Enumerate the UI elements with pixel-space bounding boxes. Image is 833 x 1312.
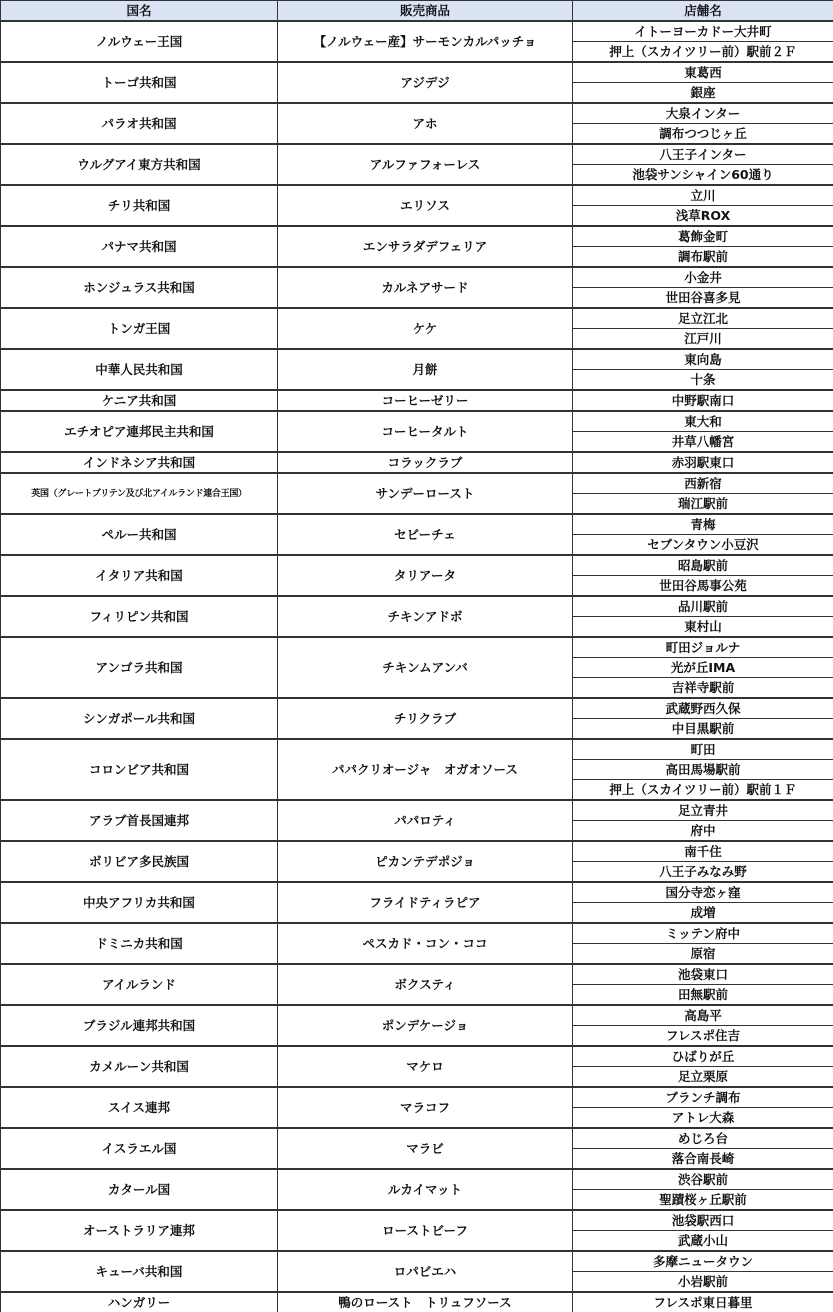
store-cell: 武蔵小山: [573, 1231, 833, 1252]
table-row: [1, 1251, 833, 1272]
store-cell: 足立青井: [573, 800, 833, 821]
store-cell: 原宿: [573, 944, 833, 965]
store-cell: 小岩駅前: [573, 1272, 833, 1293]
table-row: [1, 1005, 833, 1026]
table-row: [1, 841, 833, 862]
product-cell: サンデーロースト: [278, 473, 573, 514]
country-cell: コロンビア共和国: [1, 739, 278, 800]
table-row: [1, 1087, 833, 1108]
store-cell: 成増: [573, 903, 833, 924]
store-cell: 国分寺恋ヶ窪: [573, 882, 833, 903]
product-cell: チキンムアンバ: [278, 637, 573, 698]
store-cell: 井草八幡宮: [573, 432, 833, 453]
store-cell: 多摩ニュータウン: [573, 1251, 833, 1272]
store-cell: 南千住: [573, 841, 833, 862]
store-cell: 高田馬場駅前: [573, 760, 833, 780]
table-row: [1, 596, 833, 617]
store-cell: 足立栗原: [573, 1067, 833, 1088]
product-cell: アルファフォーレス: [278, 144, 573, 185]
product-cell: カルネアサード: [278, 267, 573, 308]
product-cell: ボクスティ: [278, 964, 573, 1005]
country-cell: ハンガリー: [1, 1292, 278, 1312]
store-cell: 東葛西: [573, 62, 833, 83]
product-cell: コラックラブ: [278, 452, 573, 473]
store-cell: 中野駅南口: [573, 390, 833, 411]
table-row: [1, 185, 833, 206]
product-cell: エンサラダデフェリア: [278, 226, 573, 267]
product-cell: パパロティ: [278, 800, 573, 841]
store-cell: フレスポ住吉: [573, 1026, 833, 1047]
country-cell: ケニア共和国: [1, 390, 278, 411]
store-cell: 瑞江駅前: [573, 494, 833, 515]
product-cell: ペスカド・コン・ココ: [278, 923, 573, 964]
store-cell: 東向島: [573, 349, 833, 370]
store-cell: 十条: [573, 370, 833, 391]
country-cell: ノルウェー王国: [1, 21, 278, 62]
country-cell: オーストラリア連邦: [1, 1210, 278, 1251]
product-cell: マラコフ: [278, 1087, 573, 1128]
store-cell: ひばりが丘: [573, 1046, 833, 1067]
store-cell: セブンタウン小豆沢: [573, 535, 833, 556]
product-cell: ロパビエハ: [278, 1251, 573, 1292]
header-row: [1, 1, 833, 22]
store-cell: 品川駅前: [573, 596, 833, 617]
store-cell: 町田ジョルナ: [573, 637, 833, 658]
table-row: [1, 923, 833, 944]
store-cell: 江戸川: [573, 329, 833, 350]
country-cell: アラブ首長国連邦: [1, 800, 278, 841]
country-cell: キューバ共和国: [1, 1251, 278, 1292]
table-row: [1, 800, 833, 821]
product-cell: ポンデケージョ: [278, 1005, 573, 1046]
store-cell: 小金井: [573, 267, 833, 288]
table-row: [1, 390, 833, 411]
store-cell: 八王子インター: [573, 144, 833, 165]
product-cell: マケロ: [278, 1046, 573, 1087]
table-row: [1, 452, 833, 473]
store-cell: 府中: [573, 821, 833, 842]
table-row: [1, 637, 833, 658]
store-cell: 押上（スカイツリー前）駅前１Ｆ: [573, 780, 833, 801]
store-cell: 池袋駅西口: [573, 1210, 833, 1231]
store-cell: 池袋東口: [573, 964, 833, 985]
table-row: [1, 411, 833, 432]
table-row: [1, 226, 833, 247]
product-cell: 鴨のロースト トリュフソース: [278, 1292, 573, 1312]
store-cell: ブランチ調布: [573, 1087, 833, 1108]
product-cell: マラビ: [278, 1128, 573, 1169]
country-cell: 中央アフリカ共和国: [1, 882, 278, 923]
table-row: [1, 144, 833, 165]
country-cell: パナマ共和国: [1, 226, 278, 267]
store-cell: めじろ台: [573, 1128, 833, 1149]
table-row: [1, 882, 833, 903]
store-cell: 押上（スカイツリー前）駅前２Ｆ: [573, 42, 833, 63]
country-cell: スイス連邦: [1, 1087, 278, 1128]
store-cell: 中目黒駅前: [573, 719, 833, 740]
table-body: [1, 21, 833, 1312]
product-cell: アホ: [278, 103, 573, 144]
country-cell: トーゴ共和国: [1, 62, 278, 103]
country-cell: カタール国: [1, 1169, 278, 1210]
product-cell: ピカンテデポジョ: [278, 841, 573, 882]
country-cell: 英国（グレートブリテン及び北アイルランド連合王国）: [1, 473, 278, 514]
store-cell: 池袋サンシャイン60通り: [573, 165, 833, 186]
table-row: [1, 1128, 833, 1149]
product-cell: タリアータ: [278, 555, 573, 596]
country-cell: アイルランド: [1, 964, 278, 1005]
product-cell: アジデジ: [278, 62, 573, 103]
store-cell: 八王子みなみ野: [573, 862, 833, 883]
country-cell: パラオ共和国: [1, 103, 278, 144]
store-cell: 渋谷駅前: [573, 1169, 833, 1190]
store-cell: 吉祥寺駅前: [573, 678, 833, 699]
country-cell: カメルーン共和国: [1, 1046, 278, 1087]
country-cell: ブラジル連邦共和国: [1, 1005, 278, 1046]
country-cell: トンガ王国: [1, 308, 278, 349]
country-cell: ドミニカ共和国: [1, 923, 278, 964]
country-cell: フィリピン共和国: [1, 596, 278, 637]
product-cell: 月餅: [278, 349, 573, 390]
store-cell: 足立江北: [573, 308, 833, 329]
country-cell: チリ共和国: [1, 185, 278, 226]
header-store: 店舗名: [573, 1, 833, 22]
table-row: [1, 21, 833, 42]
table-row: [1, 1292, 833, 1312]
country-cell: ペルー共和国: [1, 514, 278, 555]
store-cell: 武蔵野西久保: [573, 698, 833, 719]
store-cell: 西新宿: [573, 473, 833, 494]
country-cell: ウルグアイ東方共和国: [1, 144, 278, 185]
store-cell: 東村山: [573, 617, 833, 638]
product-cell: セビーチェ: [278, 514, 573, 555]
store-cell: 町田: [573, 739, 833, 760]
store-cell: 調布つつじヶ丘: [573, 124, 833, 145]
product-cell: 【ノルウェー産】サーモンカルパッチョ: [278, 21, 573, 62]
store-cell: 聖蹟桜ヶ丘駅前: [573, 1190, 833, 1211]
table-row: [1, 1210, 833, 1231]
header-product: 販売商品: [278, 1, 573, 22]
product-cell: フライドティラピア: [278, 882, 573, 923]
product-cell: チリクラブ: [278, 698, 573, 739]
store-cell: イトーヨーカドー大井町: [573, 21, 833, 42]
product-cell: パパクリオージャ オガオソース: [278, 739, 573, 800]
store-cell: 銀座: [573, 83, 833, 104]
table-row: [1, 267, 833, 288]
country-cell: イタリア共和国: [1, 555, 278, 596]
country-cell: シンガポール共和国: [1, 698, 278, 739]
country-cell: インドネシア共和国: [1, 452, 278, 473]
table-row: [1, 308, 833, 329]
store-cell: 田無駅前: [573, 985, 833, 1006]
header-country: 国名: [1, 1, 278, 22]
store-cell: 赤羽駅東口: [573, 452, 833, 473]
country-cell: イスラエル国: [1, 1128, 278, 1169]
product-cell: ルカイマット: [278, 1169, 573, 1210]
store-cell: フレスポ東日暮里: [573, 1292, 833, 1312]
store-cell: 世田谷喜多見: [573, 288, 833, 309]
product-cell: ローストビーフ: [278, 1210, 573, 1251]
table-row: [1, 473, 833, 494]
product-cell: コーヒーゼリー: [278, 390, 573, 411]
table-row: [1, 964, 833, 985]
table-row: [1, 1046, 833, 1067]
country-cell: ボリビア多民族国: [1, 841, 278, 882]
store-cell: 葛飾金町: [573, 226, 833, 247]
product-cell: チキンアドボ: [278, 596, 573, 637]
table-row: [1, 1169, 833, 1190]
store-cell: 東大和: [573, 411, 833, 432]
country-cell: エチオピア連邦民主共和国: [1, 411, 278, 452]
store-cell: 浅草ROX: [573, 206, 833, 227]
table-row: [1, 698, 833, 719]
table-row: [1, 739, 833, 760]
table-row: [1, 514, 833, 535]
table-row: [1, 103, 833, 124]
store-cell: 青梅: [573, 514, 833, 535]
product-cell: コーヒータルト: [278, 411, 573, 452]
table-row: [1, 349, 833, 370]
table-row: [1, 62, 833, 83]
store-cell: 高島平: [573, 1005, 833, 1026]
store-cell: 世田谷馬事公苑: [573, 576, 833, 597]
store-cell: 立川: [573, 185, 833, 206]
store-cell: アトレ大森: [573, 1108, 833, 1129]
store-cell: 光が丘IMA: [573, 658, 833, 678]
store-cell: 調布駅前: [573, 247, 833, 268]
store-cell: ミッテン府中: [573, 923, 833, 944]
product-cell: エリソス: [278, 185, 573, 226]
country-cell: 中華人民共和国: [1, 349, 278, 390]
table-row: [1, 555, 833, 576]
country-cell: アンゴラ共和国: [1, 637, 278, 698]
store-cell: 大泉インター: [573, 103, 833, 124]
store-cell: 落合南長崎: [573, 1149, 833, 1170]
product-cell: ケケ: [278, 308, 573, 349]
store-cell: 昭島駅前: [573, 555, 833, 576]
country-cell: ホンジュラス共和国: [1, 267, 278, 308]
